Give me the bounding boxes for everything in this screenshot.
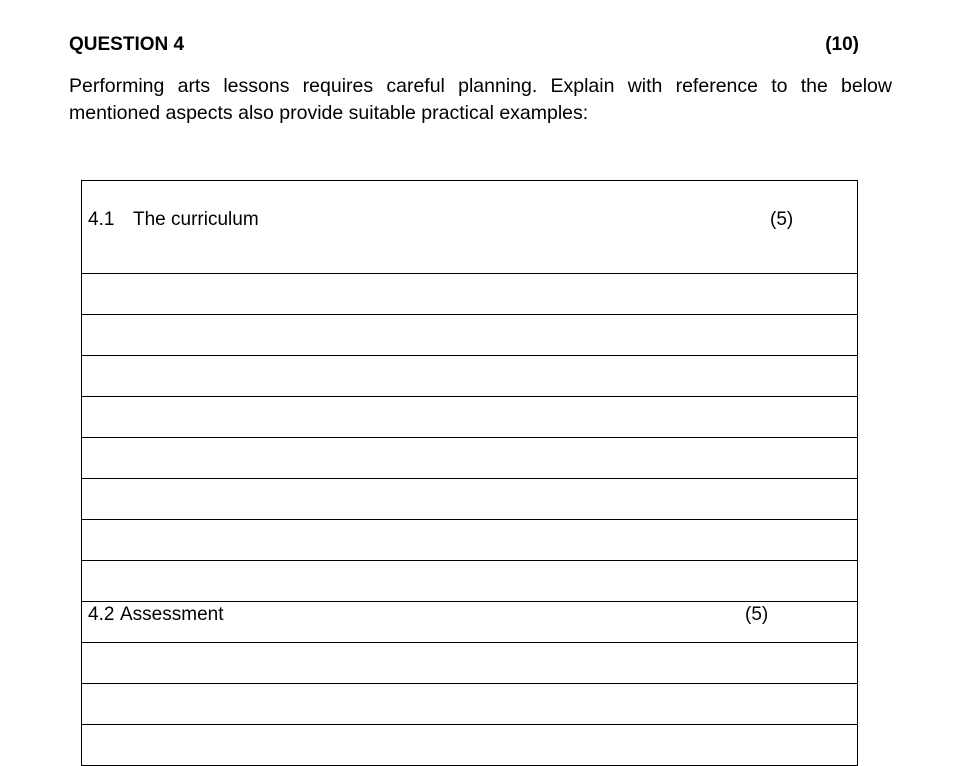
answer-line-cell[interactable] [82,315,858,356]
answer-line[interactable] [82,643,858,684]
answer-table [81,180,858,766]
subquestion-marks: (5) [770,209,794,230]
question-title: QUESTION 4 [69,34,185,55]
subquestion-number: 4.2 [88,604,115,625]
answer-line-cell[interactable] [82,561,858,602]
answer-line-cell[interactable] [82,643,858,684]
answer-line-cell[interactable] [82,397,858,438]
instructions-line-1: Performing arts lessons requires careful planning. Explain with reference to the below [69,75,892,97]
subquestion-header-cell [82,602,858,643]
question-marks: (10) [825,34,859,55]
answer-line[interactable] [82,684,858,725]
subquestion-header-row [82,181,858,274]
answer-line[interactable] [82,438,858,479]
answer-line-cell[interactable] [82,274,858,315]
subquestion-label: The curriculum [133,209,259,230]
answer-line[interactable] [82,397,858,438]
subquestion-header-row [82,602,858,643]
answer-line-cell[interactable] [82,684,858,725]
answer-line-cell[interactable] [82,356,858,397]
instructions-line-2: mentioned aspects also provide suitable practical examples: [69,102,589,124]
subquestion-number: 4.1 [88,209,115,230]
answer-line-cell[interactable] [82,479,858,520]
answer-line[interactable] [82,315,858,356]
subquestion-label: Assessment [120,604,224,625]
answer-line-cell[interactable] [82,438,858,479]
answer-line[interactable] [82,725,858,766]
question-instructions [69,73,892,127]
answer-line[interactable] [82,561,858,602]
answer-line[interactable] [82,520,858,561]
answer-line[interactable] [82,274,858,315]
answer-line[interactable] [82,479,858,520]
subquestion-marks: (5) [745,604,769,625]
question-header [69,34,859,58]
subquestion-header-cell [82,181,858,274]
answer-line-cell[interactable] [82,520,858,561]
answer-line-cell[interactable] [82,725,858,766]
answer-line[interactable] [82,356,858,397]
